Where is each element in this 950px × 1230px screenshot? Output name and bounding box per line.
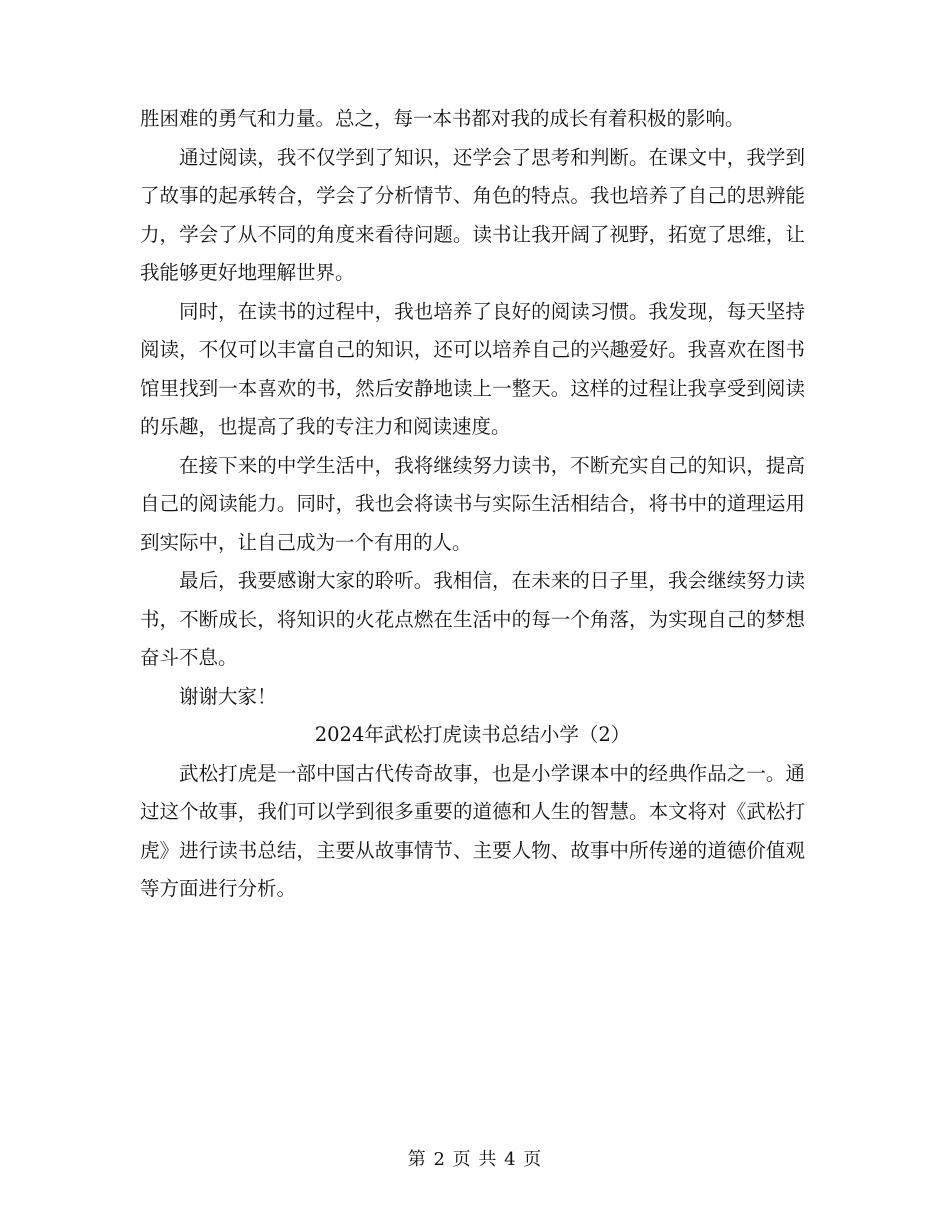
paragraph-closing-thanks: 最后，我要感谢大家的聆听。我相信，在未来的日子里，我会继续努力读书，不断成长，将知识的火花点燃在生活中的每一个角落，为实现自己的梦想奋斗不息。 xyxy=(140,569,805,669)
paragraph-thank-you: 谢谢大家！ xyxy=(179,684,277,708)
page-indicator: 第 2 页 共 4 页 xyxy=(407,1149,543,1170)
paragraph-middle-school-plan: 在接下来的中学生活中，我将继续努力读书，不断充实自己的知识，提高自己的阅读能力。同时，我也会将读书与实际生活相结合，将书中的道理运用到实际中，让自己成为一个有用的人。 xyxy=(140,453,805,554)
paragraph-reading-thinking: 通过阅读，我不仅学到了知识，还学会了思考和判断。在课文中，我学到了故事的起承转合，学会了分析情节、角色的特点。我也培养了自己的思辨能力，学会了从不同的角度来看待问题。读书让我开阔了视野，拓宽了思维，让我能够更好地理解世界。 xyxy=(140,145,805,284)
paragraph-reading-habits: 同时，在读书的过程中，我也培养了良好的阅读习惯。我发现，每天坚持阅读，不仅可以丰富自己的知识，还可以培养自己的兴趣爱好。我喜欢在图书馆里找到一本喜欢的书，然后安静地读上一整天。这样的过程让我享受到阅读的乐趣，也提高了我的专注力和阅读速度。 xyxy=(140,299,805,438)
section-title: 2024年武松打虎读书总结小学（2） xyxy=(314,723,631,746)
paragraph-wusong-intro: 武松打虎是一部中国古代传奇故事，也是小学课本中的经典作品之一。通过这个故事，我们可以学到很多重要的道德和人生的智慧。本文将对《武松打虎》进行读书总结，主要从故事情节、主要人物、故事中所传递的道德价值观等方面进行分析。 xyxy=(140,761,805,900)
document-body xyxy=(140,100,805,909)
page-footer xyxy=(0,1147,950,1173)
paragraph-continuation: 胜困难的勇气和力量。总之，每一本书都对我的成长有着积极的影响。 xyxy=(140,107,745,130)
